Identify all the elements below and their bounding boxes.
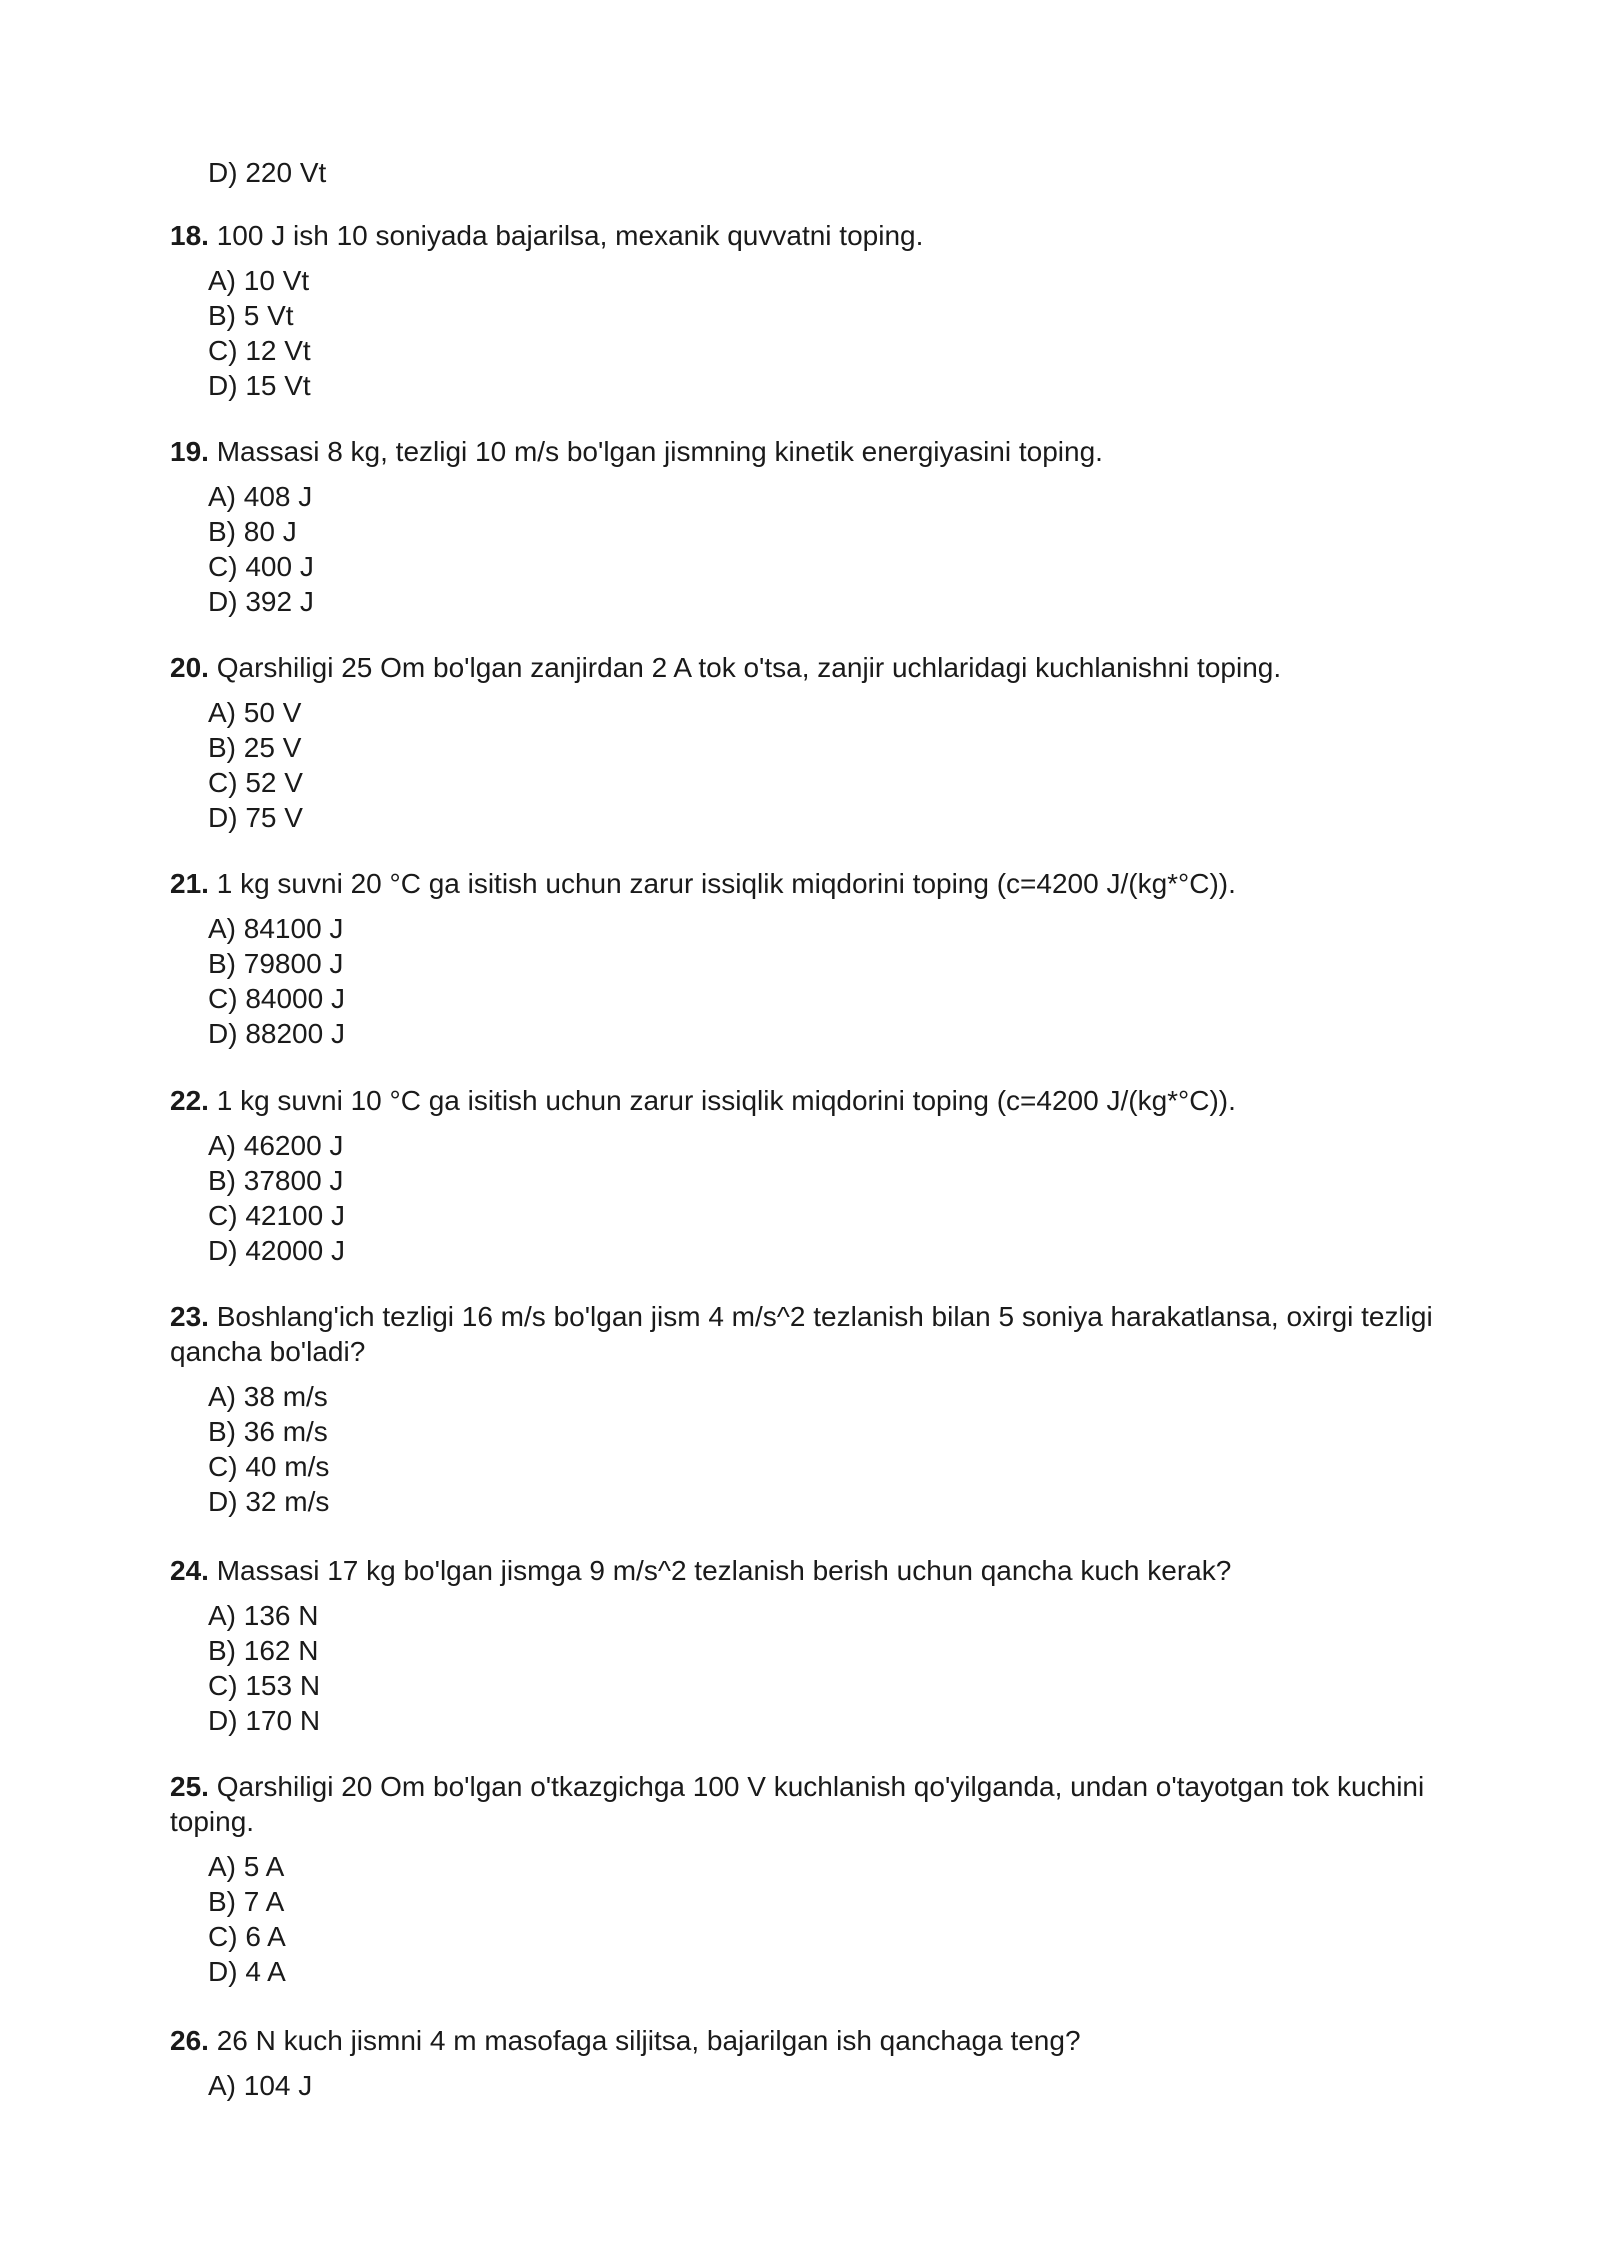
- question-text: [170, 2023, 1440, 2058]
- question-number: 24.: [170, 1555, 209, 1586]
- question-body: 1 kg suvni 20 °C ga isitish uchun zarur issiqlik miqdorini toping (c=4200 J/(kg*°C)).: [216, 868, 1236, 899]
- question-text: [170, 1553, 1440, 1588]
- option-item: D) 220 Vt: [208, 157, 327, 188]
- question-number: 23.: [170, 1301, 209, 1332]
- option-list: [170, 911, 1440, 1051]
- option-item: C) 84000 J: [208, 983, 345, 1014]
- option-list: [170, 1849, 1440, 1989]
- question-18: [170, 218, 1440, 403]
- question-text: [170, 1769, 1440, 1839]
- option-item: C) 6 A: [208, 1921, 286, 1952]
- question-body: Massasi 8 kg, tezligi 10 m/s bo'lgan jismning kinetik energiyasini toping.: [216, 436, 1103, 467]
- option-item: C) 40 m/s: [208, 1451, 330, 1482]
- question-body: 100 J ish 10 soniyada bajarilsa, mexanik quvvatni toping.: [216, 220, 924, 251]
- question-number: 19.: [170, 436, 209, 467]
- question-20: [170, 650, 1440, 835]
- option-item: B) 79800 J: [208, 948, 344, 979]
- question-body: Qarshiligi 25 Om bo'lgan zanjirdan 2 A tok o'tsa, zanjir uchlaridagi kuchlanishni toping.: [216, 652, 1282, 683]
- option-item: B) 37800 J: [208, 1165, 344, 1196]
- question-number: 25.: [170, 1771, 209, 1802]
- option-list: [170, 1379, 1440, 1519]
- question-body: 1 kg suvni 10 °C ga isitish uchun zarur issiqlik miqdorini toping (c=4200 J/(kg*°C)).: [216, 1085, 1236, 1116]
- option-item: A) 408 J: [208, 481, 313, 512]
- option-item: B) 5 Vt: [208, 300, 294, 331]
- option-item: C) 52 V: [208, 767, 303, 798]
- option-item: A) 136 N: [208, 1600, 319, 1631]
- question-body: 26 N kuch jismni 4 m masofaga siljitsa, bajarilgan ish qanchaga teng?: [216, 2025, 1081, 2056]
- option-list: [170, 2068, 1440, 2103]
- question-text: [170, 1083, 1440, 1118]
- option-item: A) 50 V: [208, 697, 302, 728]
- option-list: [170, 155, 1440, 190]
- question-text: [170, 866, 1440, 901]
- option-item: D) 170 N: [208, 1705, 321, 1736]
- option-item: C) 12 Vt: [208, 335, 311, 366]
- option-item: D) 392 J: [208, 586, 314, 617]
- option-list: [170, 1128, 1440, 1268]
- question-17-tail: [170, 155, 1440, 190]
- question-text: [170, 218, 1440, 253]
- question-24: [170, 1553, 1440, 1738]
- option-item: D) 88200 J: [208, 1018, 345, 1049]
- option-list: [170, 695, 1440, 835]
- question-22: [170, 1083, 1440, 1268]
- question-body: Qarshiligi 20 Om bo'lgan o'tkazgichga 100 V kuchlanish qo'yilganda, undan o'tayotgan tok kuchini toping.: [170, 1771, 1425, 1837]
- option-list: [170, 263, 1440, 403]
- option-item: C) 42100 J: [208, 1200, 345, 1231]
- option-item: D) 32 m/s: [208, 1486, 330, 1517]
- option-item: B) 7 A: [208, 1886, 285, 1917]
- option-item: A) 104 J: [208, 2070, 313, 2101]
- option-list: [170, 1598, 1440, 1738]
- option-item: B) 162 N: [208, 1635, 319, 1666]
- option-item: B) 80 J: [208, 516, 297, 547]
- question-text: [170, 1299, 1440, 1369]
- question-26: [170, 2023, 1440, 2103]
- question-number: 20.: [170, 652, 209, 683]
- question-body: Massasi 17 kg bo'lgan jismga 9 m/s^2 tezlanish berish uchun qancha kuch kerak?: [216, 1555, 1232, 1586]
- question-text: [170, 650, 1440, 685]
- question-25: [170, 1769, 1440, 1989]
- option-item: C) 153 N: [208, 1670, 321, 1701]
- option-item: D) 42000 J: [208, 1235, 345, 1266]
- question-text: [170, 434, 1440, 469]
- option-item: D) 75 V: [208, 802, 303, 833]
- question-number: 26.: [170, 2025, 209, 2056]
- question-number: 21.: [170, 868, 209, 899]
- question-number: 18.: [170, 220, 209, 251]
- option-item: B) 25 V: [208, 732, 302, 763]
- question-body: Boshlang'ich tezligi 16 m/s bo'lgan jism 4 m/s^2 tezlanish bilan 5 soniya harakatlansa, oxirgi tezligi qancha bo'ladi?: [170, 1301, 1433, 1367]
- option-item: B) 36 m/s: [208, 1416, 328, 1447]
- option-item: D) 4 A: [208, 1956, 286, 1987]
- option-item: A) 10 Vt: [208, 265, 310, 296]
- option-item: A) 38 m/s: [208, 1381, 328, 1412]
- option-item: A) 46200 J: [208, 1130, 344, 1161]
- option-list: [170, 479, 1440, 619]
- question-number: 22.: [170, 1085, 209, 1116]
- option-item: A) 5 A: [208, 1851, 285, 1882]
- question-21: [170, 866, 1440, 1051]
- option-item: C) 400 J: [208, 551, 314, 582]
- option-item: D) 15 Vt: [208, 370, 311, 401]
- question-19: [170, 434, 1440, 619]
- question-23: [170, 1299, 1440, 1519]
- option-item: A) 84100 J: [208, 913, 344, 944]
